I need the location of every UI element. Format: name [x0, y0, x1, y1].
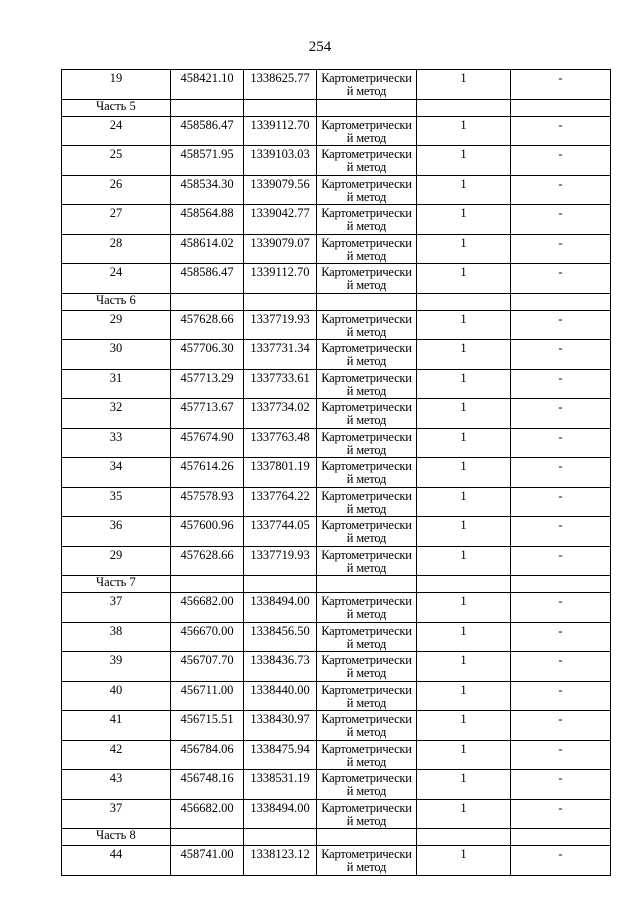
empty-cell: [417, 99, 511, 116]
accuracy-cell: 1: [417, 70, 511, 100]
note-cell: -: [511, 264, 611, 294]
empty-cell: [244, 576, 317, 593]
empty-cell: [171, 99, 244, 116]
method-cell: Картометрически й метод: [317, 799, 417, 829]
accuracy-cell: 1: [417, 234, 511, 264]
table-row: [62, 622, 611, 652]
accuracy-cell: 1: [417, 428, 511, 458]
part-header-row: [62, 576, 611, 593]
note-cell: -: [511, 622, 611, 652]
part-label: Часть 8: [62, 829, 171, 846]
y-coordinate-cell: 1337801.19: [244, 458, 317, 488]
note-cell: -: [511, 116, 611, 146]
note-cell: -: [511, 399, 611, 429]
y-coordinate-cell: 1337744.05: [244, 517, 317, 547]
point-number-cell: 30: [62, 340, 171, 370]
point-number-cell: 29: [62, 546, 171, 576]
point-number-cell: 28: [62, 234, 171, 264]
method-cell: Картометрически й метод: [317, 428, 417, 458]
point-number-cell: 41: [62, 711, 171, 741]
empty-cell: [511, 293, 611, 310]
y-coordinate-cell: 1337764.22: [244, 487, 317, 517]
empty-cell: [417, 576, 511, 593]
method-cell: Картометрически й метод: [317, 846, 417, 876]
part-label: Часть 7: [62, 576, 171, 593]
accuracy-cell: 1: [417, 399, 511, 429]
accuracy-cell: 1: [417, 264, 511, 294]
y-coordinate-cell: 1338436.73: [244, 652, 317, 682]
accuracy-cell: 1: [417, 770, 511, 800]
method-cell: Картометрически й метод: [317, 546, 417, 576]
x-coordinate-cell: 458571.95: [171, 146, 244, 176]
empty-cell: [171, 829, 244, 846]
empty-cell: [317, 576, 417, 593]
part-label: Часть 6: [62, 293, 171, 310]
method-cell: Картометрически й метод: [317, 310, 417, 340]
y-coordinate-cell: 1338430.97: [244, 711, 317, 741]
note-cell: -: [511, 799, 611, 829]
x-coordinate-cell: 456715.51: [171, 711, 244, 741]
x-coordinate-cell: 458586.47: [171, 116, 244, 146]
table-row: [62, 234, 611, 264]
y-coordinate-cell: 1338456.50: [244, 622, 317, 652]
part-header-row: [62, 293, 611, 310]
part-header-row: [62, 829, 611, 846]
note-cell: -: [511, 846, 611, 876]
method-cell: Картометрически й метод: [317, 234, 417, 264]
x-coordinate-cell: 458741.00: [171, 846, 244, 876]
accuracy-cell: 1: [417, 711, 511, 741]
table-row: [62, 310, 611, 340]
accuracy-cell: 1: [417, 458, 511, 488]
note-cell: -: [511, 487, 611, 517]
point-number-cell: 25: [62, 146, 171, 176]
note-cell: -: [511, 458, 611, 488]
point-number-cell: 44: [62, 846, 171, 876]
x-coordinate-cell: 457674.90: [171, 428, 244, 458]
table-row: [62, 517, 611, 547]
y-coordinate-cell: 1339079.07: [244, 234, 317, 264]
method-cell: Картометрически й метод: [317, 593, 417, 623]
x-coordinate-cell: 456784.06: [171, 740, 244, 770]
y-coordinate-cell: 1338531.19: [244, 770, 317, 800]
note-cell: -: [511, 70, 611, 100]
x-coordinate-cell: 456682.00: [171, 593, 244, 623]
point-number-cell: 29: [62, 310, 171, 340]
table-row: [62, 399, 611, 429]
table-row: [62, 652, 611, 682]
point-number-cell: 40: [62, 681, 171, 711]
table-row: [62, 770, 611, 800]
accuracy-cell: 1: [417, 369, 511, 399]
table-row: [62, 264, 611, 294]
point-number-cell: 24: [62, 116, 171, 146]
empty-cell: [244, 293, 317, 310]
point-number-cell: 19: [62, 70, 171, 100]
y-coordinate-cell: 1338494.00: [244, 799, 317, 829]
accuracy-cell: 1: [417, 622, 511, 652]
table-row: [62, 487, 611, 517]
empty-cell: [511, 829, 611, 846]
note-cell: -: [511, 428, 611, 458]
note-cell: -: [511, 740, 611, 770]
x-coordinate-cell: 457706.30: [171, 340, 244, 370]
x-coordinate-cell: 457713.29: [171, 369, 244, 399]
table-body: [62, 70, 611, 876]
table-row: [62, 369, 611, 399]
method-cell: Картометрически й метод: [317, 340, 417, 370]
y-coordinate-cell: 1338123.12: [244, 846, 317, 876]
accuracy-cell: 1: [417, 652, 511, 682]
note-cell: -: [511, 205, 611, 235]
accuracy-cell: 1: [417, 310, 511, 340]
method-cell: Картометрически й метод: [317, 711, 417, 741]
method-cell: Картометрически й метод: [317, 264, 417, 294]
table-row: [62, 205, 611, 235]
table-row: [62, 593, 611, 623]
accuracy-cell: 1: [417, 799, 511, 829]
point-number-cell: 39: [62, 652, 171, 682]
point-number-cell: 37: [62, 799, 171, 829]
y-coordinate-cell: 1338475.94: [244, 740, 317, 770]
point-number-cell: 27: [62, 205, 171, 235]
accuracy-cell: 1: [417, 740, 511, 770]
empty-cell: [417, 293, 511, 310]
point-number-cell: 37: [62, 593, 171, 623]
accuracy-cell: 1: [417, 340, 511, 370]
accuracy-cell: 1: [417, 846, 511, 876]
table-row: [62, 458, 611, 488]
empty-cell: [244, 829, 317, 846]
empty-cell: [244, 99, 317, 116]
empty-cell: [171, 576, 244, 593]
method-cell: Картометрически й метод: [317, 487, 417, 517]
method-cell: Картометрически й метод: [317, 622, 417, 652]
point-number-cell: 31: [62, 369, 171, 399]
method-cell: Картометрически й метод: [317, 740, 417, 770]
method-cell: Картометрически й метод: [317, 681, 417, 711]
empty-cell: [317, 829, 417, 846]
note-cell: -: [511, 652, 611, 682]
table-row: [62, 146, 611, 176]
point-number-cell: 33: [62, 428, 171, 458]
part-header-row: [62, 99, 611, 116]
note-cell: -: [511, 770, 611, 800]
method-cell: Картометрически й метод: [317, 116, 417, 146]
x-coordinate-cell: 456670.00: [171, 622, 244, 652]
x-coordinate-cell: 457713.67: [171, 399, 244, 429]
note-cell: -: [511, 681, 611, 711]
method-cell: Картометрически й метод: [317, 399, 417, 429]
x-coordinate-cell: 458614.02: [171, 234, 244, 264]
x-coordinate-cell: 458421.10: [171, 70, 244, 100]
point-number-cell: 26: [62, 175, 171, 205]
method-cell: Картометрически й метод: [317, 369, 417, 399]
y-coordinate-cell: 1339103.03: [244, 146, 317, 176]
note-cell: -: [511, 711, 611, 741]
y-coordinate-cell: 1339079.56: [244, 175, 317, 205]
empty-cell: [511, 576, 611, 593]
point-number-cell: 32: [62, 399, 171, 429]
note-cell: -: [511, 234, 611, 264]
y-coordinate-cell: 1338625.77: [244, 70, 317, 100]
note-cell: -: [511, 146, 611, 176]
note-cell: -: [511, 175, 611, 205]
x-coordinate-cell: 457628.66: [171, 310, 244, 340]
accuracy-cell: 1: [417, 546, 511, 576]
y-coordinate-cell: 1338440.00: [244, 681, 317, 711]
y-coordinate-cell: 1337734.02: [244, 399, 317, 429]
point-number-cell: 36: [62, 517, 171, 547]
point-number-cell: 38: [62, 622, 171, 652]
method-cell: Картометрически й метод: [317, 146, 417, 176]
note-cell: -: [511, 517, 611, 547]
empty-cell: [171, 293, 244, 310]
x-coordinate-cell: 457600.96: [171, 517, 244, 547]
note-cell: -: [511, 340, 611, 370]
x-coordinate-cell: 456707.70: [171, 652, 244, 682]
empty-cell: [317, 99, 417, 116]
y-coordinate-cell: 1337719.93: [244, 310, 317, 340]
x-coordinate-cell: 457628.66: [171, 546, 244, 576]
x-coordinate-cell: 458564.88: [171, 205, 244, 235]
table-row: [62, 546, 611, 576]
accuracy-cell: 1: [417, 517, 511, 547]
x-coordinate-cell: 456748.16: [171, 770, 244, 800]
method-cell: Картометрически й метод: [317, 517, 417, 547]
point-number-cell: 34: [62, 458, 171, 488]
table-row: [62, 70, 611, 100]
table-row: [62, 175, 611, 205]
accuracy-cell: 1: [417, 116, 511, 146]
x-coordinate-cell: 456682.00: [171, 799, 244, 829]
point-number-cell: 35: [62, 487, 171, 517]
accuracy-cell: 1: [417, 593, 511, 623]
accuracy-cell: 1: [417, 681, 511, 711]
empty-cell: [511, 99, 611, 116]
table-row: [62, 340, 611, 370]
method-cell: Картометрически й метод: [317, 458, 417, 488]
table-row: [62, 116, 611, 146]
note-cell: -: [511, 546, 611, 576]
method-cell: Картометрически й метод: [317, 205, 417, 235]
table-row: [62, 711, 611, 741]
accuracy-cell: 1: [417, 146, 511, 176]
y-coordinate-cell: 1339112.70: [244, 264, 317, 294]
table-row: [62, 846, 611, 876]
table-row: [62, 428, 611, 458]
note-cell: -: [511, 593, 611, 623]
x-coordinate-cell: 457578.93: [171, 487, 244, 517]
y-coordinate-cell: 1337733.61: [244, 369, 317, 399]
page-number: 254: [308, 39, 332, 55]
part-label: Часть 5: [62, 99, 171, 116]
coordinates-table: [61, 69, 611, 876]
accuracy-cell: 1: [417, 175, 511, 205]
y-coordinate-cell: 1338494.00: [244, 593, 317, 623]
y-coordinate-cell: 1339112.70: [244, 116, 317, 146]
x-coordinate-cell: 457614.26: [171, 458, 244, 488]
x-coordinate-cell: 458534.30: [171, 175, 244, 205]
empty-cell: [317, 293, 417, 310]
point-number-cell: 42: [62, 740, 171, 770]
y-coordinate-cell: 1337719.93: [244, 546, 317, 576]
method-cell: Картометрически й метод: [317, 652, 417, 682]
method-cell: Картометрически й метод: [317, 770, 417, 800]
y-coordinate-cell: 1337731.34: [244, 340, 317, 370]
method-cell: Картометрически й метод: [317, 175, 417, 205]
point-number-cell: 43: [62, 770, 171, 800]
note-cell: -: [511, 369, 611, 399]
empty-cell: [417, 829, 511, 846]
y-coordinate-cell: 1339042.77: [244, 205, 317, 235]
accuracy-cell: 1: [417, 205, 511, 235]
accuracy-cell: 1: [417, 487, 511, 517]
table-row: [62, 799, 611, 829]
note-cell: -: [511, 310, 611, 340]
table-row: [62, 681, 611, 711]
method-cell: Картометрически й метод: [317, 70, 417, 100]
y-coordinate-cell: 1337763.48: [244, 428, 317, 458]
x-coordinate-cell: 456711.00: [171, 681, 244, 711]
table-row: [62, 740, 611, 770]
point-number-cell: 24: [62, 264, 171, 294]
x-coordinate-cell: 458586.47: [171, 264, 244, 294]
